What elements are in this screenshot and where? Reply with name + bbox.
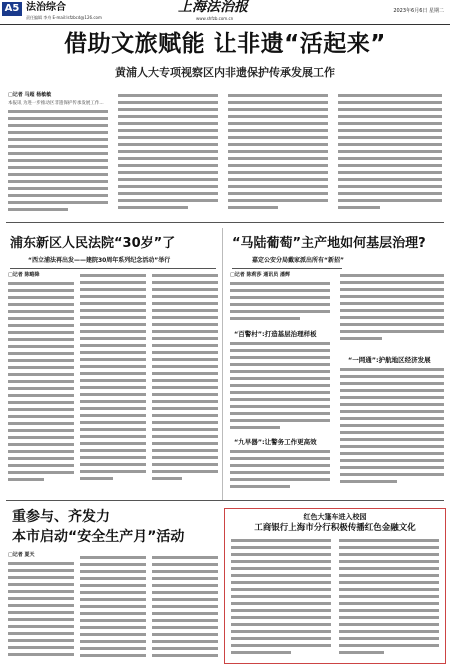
article-3-text-col-1c	[230, 450, 330, 496]
article-2-title: 浦东新区人民法院“30岁”了	[10, 236, 176, 251]
editor-credits: 责任编辑 李舟 E-mail:lsfzbcd@126.com	[26, 15, 102, 20]
article-4-heading: “一网通”:护航地区经济发展	[348, 356, 431, 364]
article-3-subtitle: 嘉定公安分局戴家派出所有“新招”	[252, 257, 344, 264]
article-2-text-col-3	[152, 274, 218, 492]
article-2-text-col-2	[80, 274, 146, 492]
lead-headline: 借助文旅赋能 让非遗“活起来”	[64, 31, 386, 57]
boxed-article-text-col-2	[339, 539, 439, 659]
lead-text-col-4	[338, 94, 442, 220]
lead-text-col-1	[8, 110, 108, 220]
boxed-article-text-col-1	[231, 539, 331, 659]
lead-first-line: 本报讯 为进一步推动区非遗保护传承发展工作...	[8, 101, 104, 106]
issue-date: 2023年6月6日 星期二	[393, 8, 444, 14]
article-3-heading-2: “九早器”:让警务工作更高效	[234, 438, 317, 446]
paper-url: www.shfzb.com.cn	[196, 16, 234, 21]
article-3-text-col-2	[340, 274, 444, 350]
article-5-text-col-1	[8, 562, 74, 664]
section-name: 法治综合	[26, 2, 66, 13]
masthead	[0, 0, 450, 24]
article-2-rule	[10, 268, 216, 269]
boxed-article-kicker: 红色大篷车进入校园	[303, 513, 367, 521]
lead-text-col-2	[118, 94, 218, 220]
boxed-article	[224, 508, 446, 664]
article-4-text	[340, 368, 444, 496]
article-3-heading-1: “百警村”:打造基层治理样板	[234, 330, 317, 338]
article-2-subtitle: “西立浦法再出发——建院30周年系列纪念活动”举行	[28, 257, 171, 264]
column-divider	[222, 228, 223, 500]
article-3-text-intro	[230, 282, 330, 328]
article-5-text-col-2	[80, 556, 146, 664]
article-5-title-line-1: 重参与、齐发力	[12, 509, 110, 525]
lead-text-col-3	[228, 94, 328, 220]
article-3-rule	[232, 268, 342, 269]
page-number: A5	[2, 2, 22, 16]
article-3-title: “马陆葡萄”主产地如何基层治理?	[232, 236, 426, 251]
article-2-text-col-1	[8, 282, 74, 492]
middle-bottom-rule	[6, 500, 444, 501]
paper-logo: 上海法治报	[178, 0, 248, 15]
article-5-byline: □记者 夏天	[8, 552, 35, 558]
lead-subhead: 黄浦人大专项视察区内非遗保护传承发展工作	[115, 66, 335, 79]
article-3-byline: □记者 陈莉莎 通讯员 潘辉	[230, 272, 290, 278]
article-5-text-col-3	[152, 556, 218, 664]
masthead-rule	[0, 24, 450, 25]
lead-byline: □记者 马超 杨敏敏	[8, 92, 52, 98]
article-5-title-line-2: 本市启动“安全生产月”活动	[12, 529, 185, 545]
boxed-article-title: 工商银行上海市分行积极传播红色金融文化	[254, 523, 416, 533]
article-3-text-col-1b	[230, 342, 330, 436]
article-2-byline: □记者 陈略降	[8, 272, 40, 278]
lead-bottom-rule	[6, 222, 444, 223]
